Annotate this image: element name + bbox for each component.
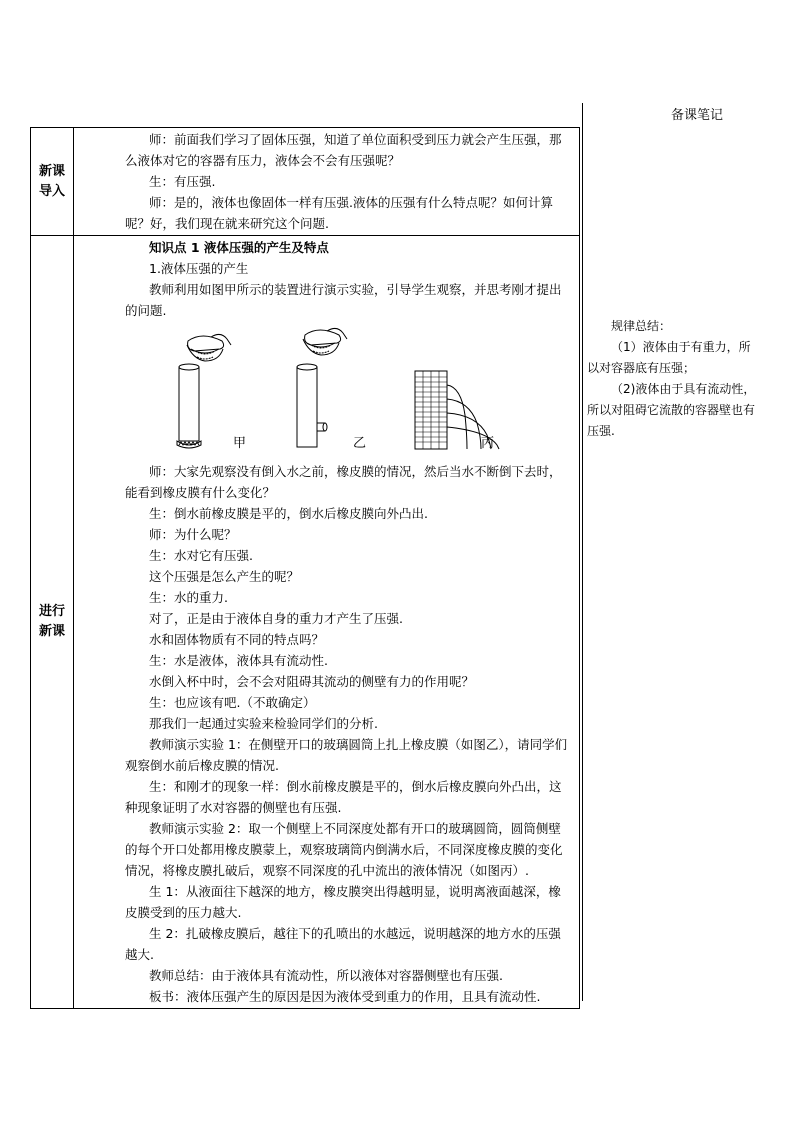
subheading: 1.液体压强的产生 <box>149 261 249 276</box>
figure-label-bing: 丙 <box>481 436 495 451</box>
section-label-line: 新课 <box>38 624 65 639</box>
paragraph: 教师利用如图甲所示的装置进行演示实验，引导学生观察，并思考刚才提出的问题. <box>125 282 562 318</box>
paragraph: 生 1：从液面往下越深的地方，橡皮膜突出得越明显，说明离液面越深，橡皮膜受到的压力越大. <box>125 884 561 920</box>
figure-jia-drawing <box>177 334 231 448</box>
summary-heading: 规律总结： <box>611 319 672 333</box>
paragraph: 生：和刚才的现象一样：倒水前橡皮膜是平的，倒水后橡皮膜向外凸出，这种现象证明了水对容器的侧壁也有压强. <box>125 779 562 815</box>
lesson-table <box>30 127 580 1009</box>
experiment-figures <box>125 327 572 457</box>
figure-label-yi: 乙 <box>353 436 367 451</box>
figure-label-jia: 甲 <box>233 436 247 451</box>
section-newlesson-row <box>31 236 580 1009</box>
notes-title: 备课笔记 <box>670 108 723 123</box>
knowledge-point-heading: 知识点 1 液体压强的产生及特点 <box>149 240 329 255</box>
paragraph: 师：是的，液体也像固体一样有压强.液体的压强有什么特点呢？如何计算呢？好，我们现在就来研究这个问题. <box>125 195 553 231</box>
paragraph: 师：为什么呢？ <box>149 527 237 542</box>
paragraph: 水倒入杯中时，会不会对阻碍其流动的侧壁有力的作用呢？ <box>149 674 475 689</box>
paragraph: 那我们一起通过实验来检验同学们的分析. <box>149 716 378 731</box>
paragraph: 教师演示实验 2：取一个侧壁上不同深度处都有开口的玻璃圆筒，圆筒侧壁的每个开口处都用橡皮膜蒙上，观察玻璃筒内倒满水后，不同深度橡皮膜的变化情况，将橡皮膜扎破后，观察不同深度的孔中流出的液体情况（如图丙）. <box>125 821 563 878</box>
paragraph: 生：也应该有吧.（不敢确定） <box>149 695 316 710</box>
paragraph: 生：水是液体，液体具有流动性. <box>149 653 328 668</box>
section-label-line: 进行 <box>38 604 65 619</box>
section-newlesson-content <box>74 236 580 1009</box>
paragraph: 生 2：扎破橡皮膜后，越往下的孔喷出的水越远，说明越深的地方水的压强越大. <box>125 926 561 962</box>
paragraph: 师：大家先观察没有倒入水之前，橡皮膜的情况，然后当水不断倒下去时，能看到橡皮膜有什么变化？ <box>125 464 562 500</box>
summary-item: （1）液体由于有重力，所以对容器底有压强； <box>587 340 751 375</box>
paragraph: 生：水对它有压强. <box>149 548 253 563</box>
paragraph: 生：有压强. <box>149 174 216 189</box>
summary-item: （2)液体由于具有流动性，所以对阻碍它流散的容器壁也有压强. <box>587 382 756 438</box>
section-intro-content <box>74 128 580 236</box>
section-label-newlesson <box>31 236 74 1009</box>
notes-summary <box>587 316 759 442</box>
paragraph: 这个压强是怎么产生的呢？ <box>149 569 300 584</box>
dialogue-paragraphs <box>125 461 572 1007</box>
section-label-line: 导入 <box>38 183 65 199</box>
paragraph: 对了，正是由于液体自身的重力才产生了压强. <box>149 611 403 626</box>
paragraph: 生：倒水前橡皮膜是平的，倒水后橡皮膜向外凸出. <box>149 506 428 521</box>
figure-yi-drawing <box>297 328 347 447</box>
paragraph: 板书：液体压强产生的原因是因为液体受到重力的作用，且具有流动性. <box>149 989 541 1004</box>
section-label-intro <box>31 128 74 236</box>
notes-column-divider <box>582 103 583 1001</box>
section-label-line: 新课 <box>38 163 65 179</box>
paragraph: 教师演示实验 1：在侧壁开口的玻璃圆筒上扎上橡皮膜（如图乙），请同学们观察倒水前后橡皮膜的情况. <box>125 737 568 773</box>
paragraph: 教师总结：由于液体具有流动性，所以液体对容器侧壁也有压强. <box>149 968 503 983</box>
section-intro-row <box>31 128 580 236</box>
paragraph: 师：前面我们学习了固体压强，知道了单位面积受到压力就会产生压强，那么液体对它的容器有压力，液体会不会有压强呢？ <box>125 132 562 168</box>
paragraph: 生：水的重力. <box>149 590 228 605</box>
paragraph: 水和固体物质有不同的特点吗？ <box>149 632 325 647</box>
